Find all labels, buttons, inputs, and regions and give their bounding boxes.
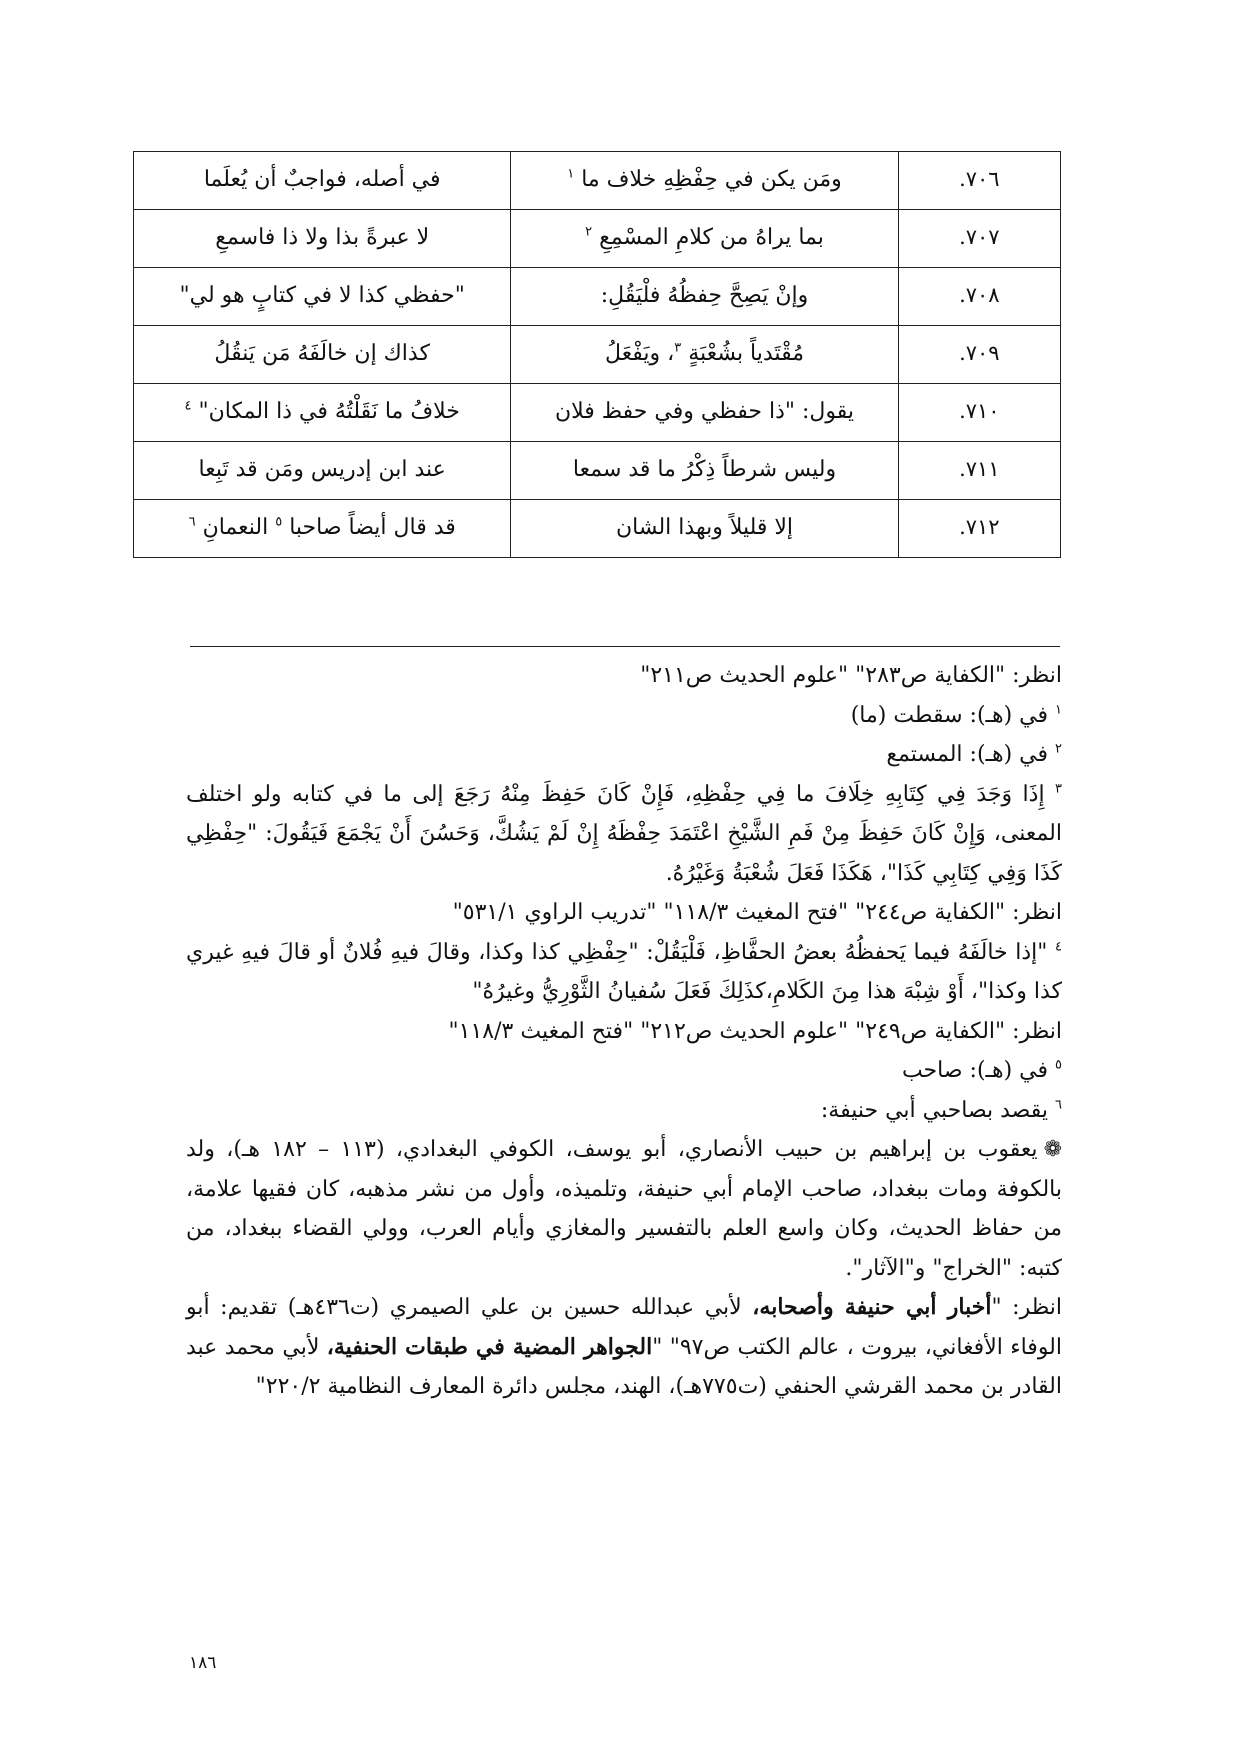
verse-row	[134, 326, 1061, 384]
verse-row	[134, 268, 1061, 326]
verse-row	[134, 384, 1061, 442]
verse-second-hemistich: كذاك إن خالَفَهُ مَن يَنقُلُ	[134, 326, 511, 384]
verse-second-hemistich: عند ابن إدريس ومَن قد تَبِعا	[134, 442, 511, 500]
verse-second-hemistich: في أصله، فواجبٌ أن يُعلَما	[134, 152, 511, 210]
verse-number: ٧١١.	[898, 442, 1060, 500]
verse-first-hemistich: مُقْتَدياً بشُعْبَةٍ $^٣$، ويَفْعَلُ	[511, 326, 898, 384]
verse-number: ٧٠٧.	[898, 210, 1060, 268]
footnote-marker: ٤	[184, 398, 192, 414]
biography: ❁يعقوب بن إبراهيم بن حبيب الأنصاري، أبو يوسف، الكوفي البغدادي، (١١٣ – ١٨٢ هـ)، ولد بالكوفة ومات ببغداد، صاحب الإمام أبي حنيفة، وتلميذه، وأول من نشر مذهبه، كان فقيها علامة، من حفاظ الحديث، وكان واسع العلم بالتفسير والمغازي وأيام العرب، وولي القضاء ببغداد، من كتبه: "الخراج" و"الآثار".	[186, 1137, 1062, 1281]
verse-first-hemistich: ومَن يكن في حِفْظِهِ خلاف ما $^١$	[511, 152, 898, 210]
footnote-3: $^٣$ إِذَا وَجَدَ فِي كِتَابِهِ خِلَافَ ما فِي حِفْظِهِ، فَإِنْ كَانَ حَفِظَ مِنْهُ رَجَعَ إلى ما في كتابه ولو اختلف المعنى، وَإِنْ كَانَ حَفِظَ مِنْ فَمِ الشَّيْخِ اعْتَمَدَ حِفْظَهُ إِنْ لَمْ يَشُكَّ، وَحَسُنَ أَنْ يَجْمَعَ فَيَقُولَ: "حِفْظِي كَذَا وَفِي كِتَابِي كَذَا"، هَكَذَا فَعَلَ شُعْبَةُ وَغَيْرُهُ.	[186, 781, 1062, 886]
verse-number: ٧١٠.	[898, 384, 1060, 442]
footnote-marker: ١	[567, 166, 575, 182]
verse-first-hemistich: يقول: "ذا حفظي وفي حفظ فلان	[511, 384, 898, 442]
footnotes	[186, 656, 1062, 1407]
footnote-1: $^١$ في (هـ): سقطت (ما)	[850, 702, 1062, 728]
footnote-4: $^٤$ "إذا خالَفَهُ فيما يَحفظُهُ بعضُ الحفَّاظِ، فَلْيَقُلْ: "حِفْظِي كذا وكذا، وقالَ فيهِ فُلانٌ أو قالَ فيهِ غيري كذا وكذا"، أَوْ شِبْهَ هذا مِنَ الكَلامِ،كذَلِكَ فَعَلَ سُفيانُ الثَّوْرِيُّ وغيرُهُ"	[186, 939, 1062, 1004]
verse-second-hemistich: "حفظي كذا لا في كتابٍ هو لي"	[134, 268, 511, 326]
footnote-marker: ٦	[188, 514, 196, 530]
page-number: ١٨٦	[189, 1653, 217, 1673]
footnote-2: $^٢$ في (هـ): المستمع	[886, 741, 1062, 767]
footnote-5: $^٥$ في (هـ): صاحب	[901, 1057, 1062, 1083]
footnote-separator	[190, 646, 1060, 647]
footnote-marker: ٥	[275, 514, 283, 530]
verse-first-hemistich: بما يراهُ من كلامِ المسْمِعِ $^٢$	[511, 210, 898, 268]
footnote-marker: ٣	[674, 340, 682, 356]
verse-number: ٧٠٩.	[898, 326, 1060, 384]
verse-second-hemistich: قد قال أيضاً صاحبا $^٥$ النعمانِ $^٦$	[134, 500, 511, 558]
verse-row	[134, 500, 1061, 558]
verse-second-hemistich: خلافُ ما نَقَلْتُهُ في ذا المكان" $^٤$	[134, 384, 511, 442]
verse-number: ٧١٢.	[898, 500, 1060, 558]
verse-row	[134, 210, 1061, 268]
verse-first-hemistich: إلا قليلاً وبهذا الشان	[511, 500, 898, 558]
verse-number: ٧٠٨.	[898, 268, 1060, 326]
footnote-reference: انظر: "الكفاية ص٢٤٩" "علوم الحديث ص٢١٢" "فتح المغيث ١١٨/٣"	[448, 1018, 1062, 1044]
verse-row	[134, 442, 1061, 500]
verse-second-hemistich: لا عبرةً بذا ولا ذا فاسمعِ	[134, 210, 511, 268]
footnote-reference: انظر: "الكفاية ص٢٤٤" "فتح المغيث ١١٨/٣" "تدريب الراوي ٥٣١/١"	[452, 900, 1062, 925]
verse-number: ٧٠٦.	[898, 152, 1060, 210]
footnote-marker: ٢	[585, 224, 593, 240]
biography-reference: انظر: "أخبار أبي حنيفة وأصحابه، لأبي عبدالله حسين بن علي الصيمري (ت٤٣٦هـ) تقديم: أبو الوفاء الأفغاني، بيروت ، عالم الكتب ص٩٧" "الجواهر المضية في طبقات الحنفية، لأبي محمد عبد القادر بن محمد القرشي الحنفي (ت٧٧٥هـ)، الهند، مجلس دائرة المعارف النظامية ٢٢٠/٢"	[186, 1294, 1062, 1399]
verse-table	[133, 151, 1061, 558]
footnote-6: $^٦$ يقصد بصاحبي أبي حنيفة:	[820, 1097, 1062, 1123]
footnote-reference: انظر: "الكفاية ص٢٨٣" "علوم الحديث ص٢١١"	[640, 663, 1062, 688]
verse-row	[134, 152, 1061, 210]
flower-icon: ❁	[1043, 1137, 1062, 1162]
verse-first-hemistich: وإنْ يَصِحَّ حِفظُهُ فلْيَقُلِ:	[511, 268, 898, 326]
verse-first-hemistich: وليس شرطاً ذِكْرُ ما قد سمعا	[511, 442, 898, 500]
